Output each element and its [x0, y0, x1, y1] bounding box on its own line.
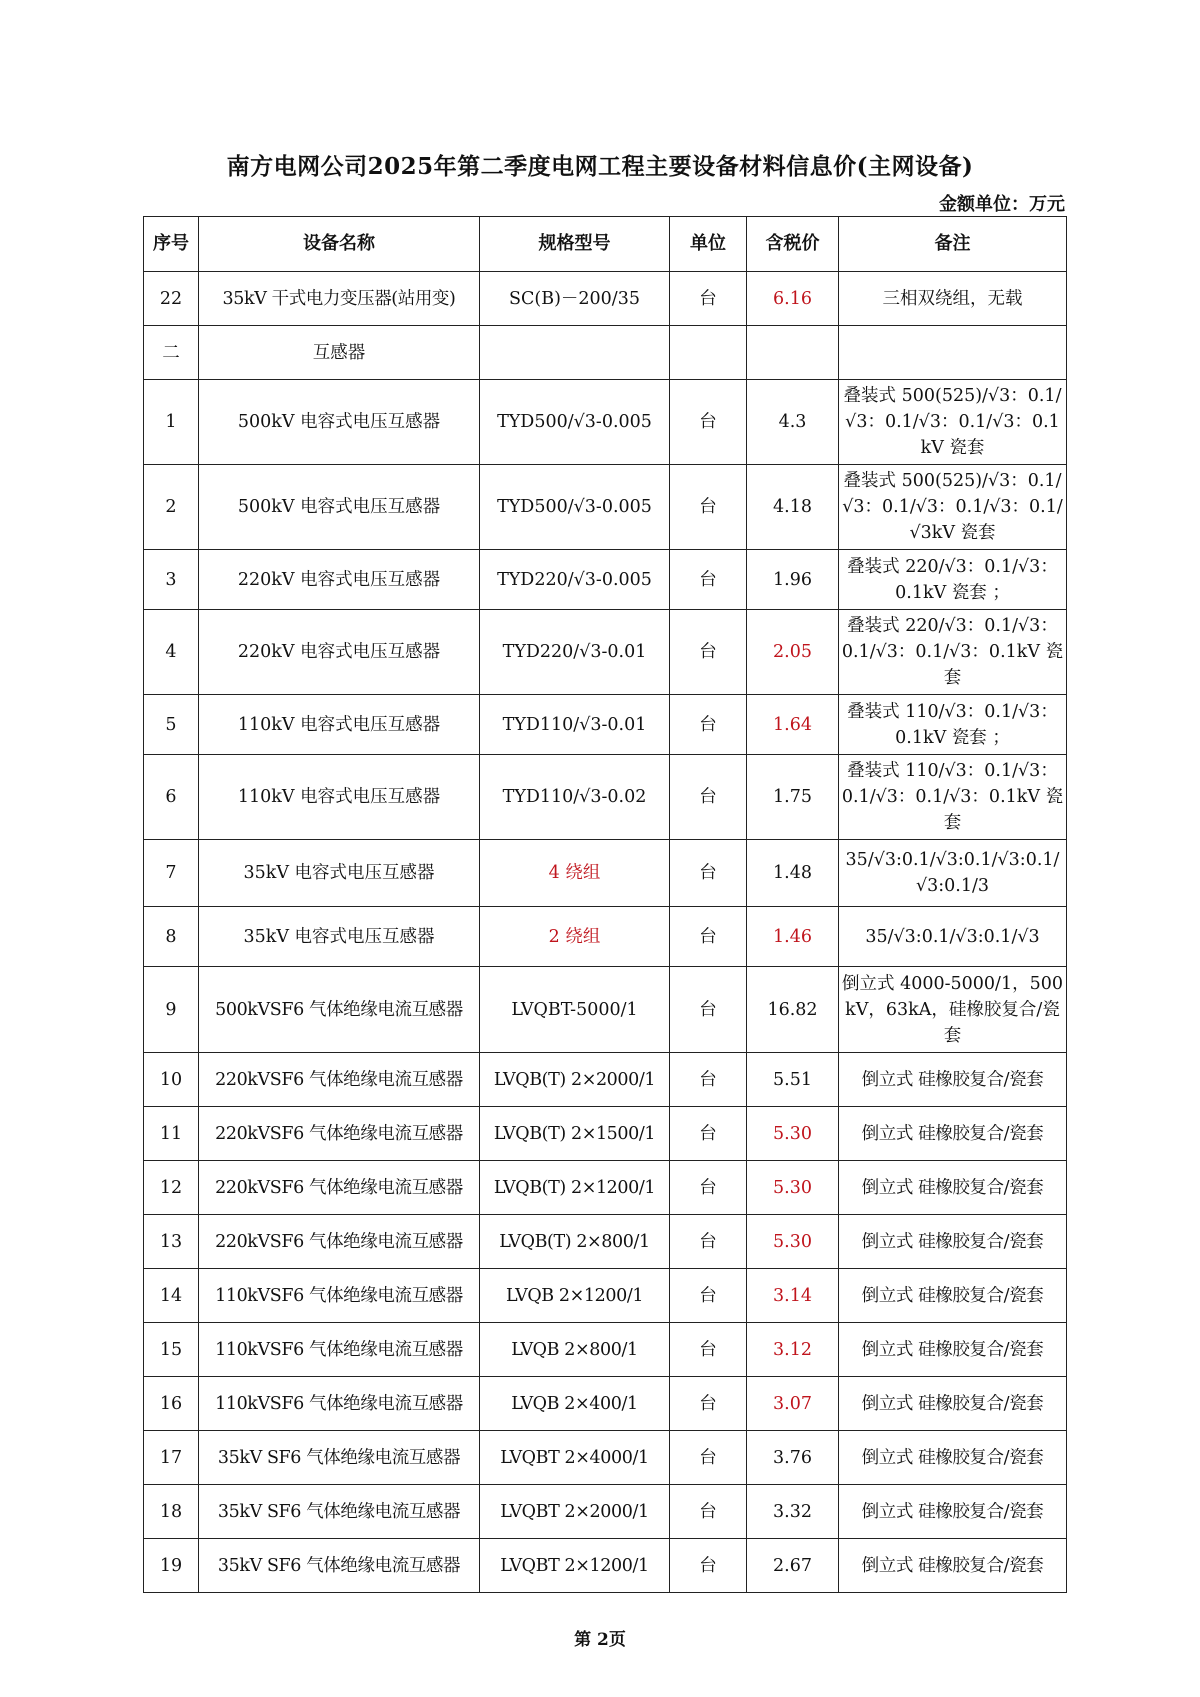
cell-unit: 台 — [670, 1107, 747, 1161]
cell-name: 35kV 干式电力变压器(站用变) — [199, 272, 480, 326]
cell-no: 15 — [144, 1323, 199, 1377]
cell-unit: 台 — [670, 610, 747, 695]
cell-unit: 台 — [670, 755, 747, 840]
cell-spec: LVQBT 2×4000/1 — [480, 1431, 670, 1485]
cell-note: 倒立式 硅橡胶复合/瓷套 — [839, 1161, 1067, 1215]
cell-name: 110kVSF6 气体绝缘电流互感器 — [199, 1377, 480, 1431]
cell-no: 7 — [144, 840, 199, 907]
cell-price: 2.67 — [747, 1539, 839, 1593]
price-table — [143, 216, 1067, 1593]
cell-spec: LVQB(T) 2×1500/1 — [480, 1107, 670, 1161]
table-row — [144, 1215, 1067, 1269]
cell-spec — [480, 326, 670, 380]
cell-note: 倒立式 硅橡胶复合/瓷套 — [839, 1377, 1067, 1431]
cell-no: 13 — [144, 1215, 199, 1269]
header-name: 设备名称 — [199, 217, 480, 272]
cell-no: 22 — [144, 272, 199, 326]
cell-note: 倒立式 硅橡胶复合/瓷套 — [839, 1053, 1067, 1107]
cell-unit: 台 — [670, 272, 747, 326]
cell-name: 220kV 电容式电压互感器 — [199, 610, 480, 695]
cell-price: 1.48 — [747, 840, 839, 907]
cell-unit: 台 — [670, 550, 747, 610]
cell-no: 14 — [144, 1269, 199, 1323]
cell-name: 110kVSF6 气体绝缘电流互感器 — [199, 1269, 480, 1323]
cell-name: 110kVSF6 气体绝缘电流互感器 — [199, 1323, 480, 1377]
table-row — [144, 1053, 1067, 1107]
table-row — [144, 1539, 1067, 1593]
table-header-row — [144, 217, 1067, 272]
cell-note — [839, 326, 1067, 380]
table-row — [144, 1269, 1067, 1323]
cell-unit: 台 — [670, 1539, 747, 1593]
cell-note: 倒立式 硅橡胶复合/瓷套 — [839, 1107, 1067, 1161]
cell-unit: 台 — [670, 840, 747, 907]
cell-unit: 台 — [670, 695, 747, 755]
cell-spec: LVQB(T) 2×800/1 — [480, 1215, 670, 1269]
cell-spec: LVQBT 2×2000/1 — [480, 1485, 670, 1539]
cell-name: 35kV SF6 气体绝缘电流互感器 — [199, 1485, 480, 1539]
table-row — [144, 380, 1067, 465]
cell-spec: LVQB(T) 2×1200/1 — [480, 1161, 670, 1215]
cell-unit: 台 — [670, 1377, 747, 1431]
table-row — [144, 840, 1067, 907]
cell-no: 11 — [144, 1107, 199, 1161]
cell-no: 10 — [144, 1053, 199, 1107]
cell-note: 倒立式 硅橡胶复合/瓷套 — [839, 1485, 1067, 1539]
table-row — [144, 550, 1067, 610]
cell-price: 16.82 — [747, 967, 839, 1053]
table-row — [144, 967, 1067, 1053]
cell-unit: 台 — [670, 380, 747, 465]
cell-price: 5.30 — [747, 1161, 839, 1215]
cell-name: 220kVSF6 气体绝缘电流互感器 — [199, 1053, 480, 1107]
currency-unit-label: 金额单位：万元 — [939, 194, 1065, 215]
cell-name: 互感器 — [199, 326, 480, 380]
cell-note: 倒立式 硅橡胶复合/瓷套 — [839, 1269, 1067, 1323]
header-unit: 单位 — [670, 217, 747, 272]
table-row — [144, 755, 1067, 840]
cell-name: 110kV 电容式电压互感器 — [199, 695, 480, 755]
cell-spec: LVQBT-5000/1 — [480, 967, 670, 1053]
document-title: 南方电网公司2025年第二季度电网工程主要设备材料信息价(主网设备) — [226, 153, 974, 180]
cell-spec: LVQB 2×800/1 — [480, 1323, 670, 1377]
cell-name: 220kVSF6 气体绝缘电流互感器 — [199, 1215, 480, 1269]
table-row — [144, 1107, 1067, 1161]
cell-name: 35kV 电容式电压互感器 — [199, 907, 480, 967]
cell-spec: TYD220/√3-0.005 — [480, 550, 670, 610]
cell-unit: 台 — [670, 1215, 747, 1269]
cell-spec: TYD500/√3-0.005 — [480, 380, 670, 465]
cell-note: 三相双绕组，无载 — [839, 272, 1067, 326]
cell-unit: 台 — [670, 1053, 747, 1107]
table-row — [144, 272, 1067, 326]
table-row — [144, 1161, 1067, 1215]
cell-no: 19 — [144, 1539, 199, 1593]
cell-price: 3.32 — [747, 1485, 839, 1539]
cell-unit: 台 — [670, 907, 747, 967]
cell-name: 110kV 电容式电压互感器 — [199, 755, 480, 840]
table-row — [144, 907, 1067, 967]
cell-price: 3.76 — [747, 1431, 839, 1485]
cell-unit: 台 — [670, 1161, 747, 1215]
cell-spec: TYD500/√3-0.005 — [480, 465, 670, 550]
cell-note: 叠装式 500(525)/√3：0.1/√3：0.1/√3：0.1/√3：0.1/√3kV 瓷套 — [839, 465, 1067, 550]
page-number: 第 2页 — [574, 1630, 626, 1650]
cell-name: 35kV SF6 气体绝缘电流互感器 — [199, 1431, 480, 1485]
cell-name: 500kV 电容式电压互感器 — [199, 465, 480, 550]
cell-no: 4 — [144, 610, 199, 695]
cell-note: 叠装式 110/√3：0.1/√3：0.1/√3：0.1/√3：0.1kV 瓷套 — [839, 755, 1067, 840]
cell-price: 5.30 — [747, 1107, 839, 1161]
cell-price — [747, 326, 839, 380]
cell-name: 500kV 电容式电压互感器 — [199, 380, 480, 465]
cell-price: 5.30 — [747, 1215, 839, 1269]
cell-price: 4.18 — [747, 465, 839, 550]
cell-price: 4.3 — [747, 380, 839, 465]
cell-note: 叠装式 500(525)/√3：0.1/√3：0.1/√3：0.1/√3：0.1kV 瓷套 — [839, 380, 1067, 465]
cell-no: 16 — [144, 1377, 199, 1431]
cell-no: 17 — [144, 1431, 199, 1485]
cell-price: 1.64 — [747, 695, 839, 755]
cell-unit: 台 — [670, 967, 747, 1053]
cell-spec: LVQB(T) 2×2000/1 — [480, 1053, 670, 1107]
cell-spec: LVQB 2×1200/1 — [480, 1269, 670, 1323]
cell-spec: SC(B)－200/35 — [480, 272, 670, 326]
cell-no: 3 — [144, 550, 199, 610]
cell-spec: 2 绕组 — [480, 907, 670, 967]
cell-no: 二 — [144, 326, 199, 380]
cell-spec: LVQB 2×400/1 — [480, 1377, 670, 1431]
table-section-row — [144, 326, 1067, 380]
cell-note: 倒立式 硅橡胶复合/瓷套 — [839, 1431, 1067, 1485]
table-row — [144, 1485, 1067, 1539]
table-row — [144, 1431, 1067, 1485]
cell-note: 倒立式 硅橡胶复合/瓷套 — [839, 1323, 1067, 1377]
table-row — [144, 1323, 1067, 1377]
cell-note: 倒立式 硅橡胶复合/瓷套 — [839, 1539, 1067, 1593]
cell-price: 1.46 — [747, 907, 839, 967]
cell-note: 35/√3:0.1/√3:0.1/√3 — [839, 907, 1067, 967]
cell-spec: TYD110/√3-0.01 — [480, 695, 670, 755]
cell-name: 35kV SF6 气体绝缘电流互感器 — [199, 1539, 480, 1593]
cell-spec: TYD110/√3-0.02 — [480, 755, 670, 840]
cell-price: 6.16 — [747, 272, 839, 326]
header-spec: 规格型号 — [480, 217, 670, 272]
cell-unit — [670, 326, 747, 380]
cell-spec: TYD220/√3-0.01 — [480, 610, 670, 695]
cell-price: 1.96 — [747, 550, 839, 610]
cell-name: 220kV 电容式电压互感器 — [199, 550, 480, 610]
cell-name: 35kV 电容式电压互感器 — [199, 840, 480, 907]
cell-no: 1 — [144, 380, 199, 465]
cell-name: 220kVSF6 气体绝缘电流互感器 — [199, 1107, 480, 1161]
cell-note: 倒立式 4000-5000/1，500kV，63kA，硅橡胶复合/瓷套 — [839, 967, 1067, 1053]
table-row — [144, 610, 1067, 695]
cell-no: 8 — [144, 907, 199, 967]
cell-no: 5 — [144, 695, 199, 755]
cell-unit: 台 — [670, 1431, 747, 1485]
table-row — [144, 1377, 1067, 1431]
cell-note: 叠装式 220/√3：0.1/√3：0.1/√3：0.1/√3：0.1kV 瓷套 — [839, 610, 1067, 695]
cell-note: 35/√3:0.1/√3:0.1/√3:0.1/√3:0.1/3 — [839, 840, 1067, 907]
cell-price: 5.51 — [747, 1053, 839, 1107]
cell-price: 3.14 — [747, 1269, 839, 1323]
header-price: 含税价 — [747, 217, 839, 272]
cell-price: 1.75 — [747, 755, 839, 840]
cell-spec: LVQBT 2×1200/1 — [480, 1539, 670, 1593]
cell-unit: 台 — [670, 465, 747, 550]
header-note: 备注 — [839, 217, 1067, 272]
cell-unit: 台 — [670, 1269, 747, 1323]
cell-unit: 台 — [670, 1485, 747, 1539]
cell-price: 2.05 — [747, 610, 839, 695]
cell-price: 3.12 — [747, 1323, 839, 1377]
cell-no: 12 — [144, 1161, 199, 1215]
cell-no: 2 — [144, 465, 199, 550]
cell-note: 叠装式 220/√3：0.1/√3：0.1kV 瓷套 ； — [839, 550, 1067, 610]
cell-no: 6 — [144, 755, 199, 840]
cell-no: 9 — [144, 967, 199, 1053]
cell-no: 18 — [144, 1485, 199, 1539]
cell-name: 220kVSF6 气体绝缘电流互感器 — [199, 1161, 480, 1215]
cell-price: 3.07 — [747, 1377, 839, 1431]
table-row — [144, 465, 1067, 550]
cell-spec: 4 绕组 — [480, 840, 670, 907]
header-no: 序号 — [144, 217, 199, 272]
cell-name: 500kVSF6 气体绝缘电流互感器 — [199, 967, 480, 1053]
cell-note: 叠装式 110/√3：0.1/√3：0.1kV 瓷套 ； — [839, 695, 1067, 755]
cell-unit: 台 — [670, 1323, 747, 1377]
cell-note: 倒立式 硅橡胶复合/瓷套 — [839, 1215, 1067, 1269]
table-row — [144, 695, 1067, 755]
